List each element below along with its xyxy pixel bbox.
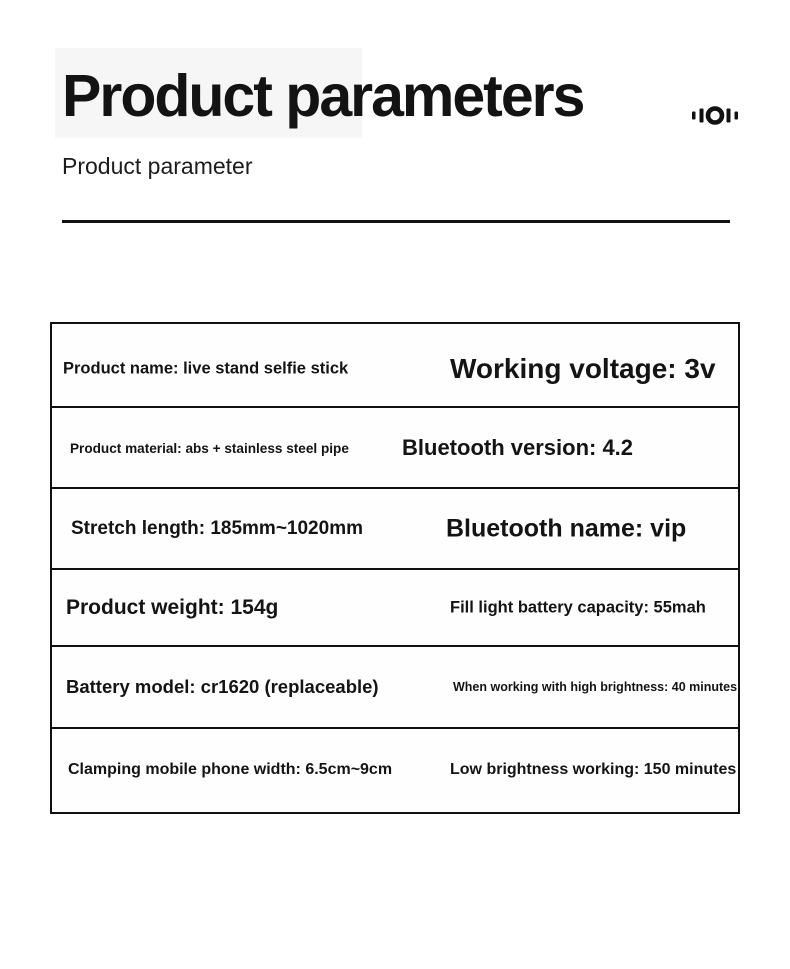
spec-label-product-name: Product name: live stand selfie stick xyxy=(63,359,349,378)
spec-value-low-brightness-time: Low brightness working: 150 minutes xyxy=(450,760,737,778)
spec-value-bluetooth-name: Bluetooth name: vip xyxy=(446,514,687,542)
spec-value-high-brightness-time: When working with high brightness: 40 minutes xyxy=(453,680,738,694)
spec-value-fill-light-capacity: Fill light battery capacity: 55mah xyxy=(450,598,706,616)
page-subtitle: Product parameter xyxy=(62,153,253,179)
flash-indicator-icon xyxy=(692,103,738,128)
table-row-battery-model xyxy=(52,647,738,729)
spec-value-working-voltage: Working voltage: 3v xyxy=(450,353,716,384)
spec-label-product-material: Product material: abs + stainless steel pipe xyxy=(70,439,349,456)
table-row-product-weight xyxy=(52,570,738,647)
spec-table xyxy=(50,322,740,814)
table-row-product-name xyxy=(52,324,738,408)
spec-label-clamping-width: Clamping mobile phone width: 6.5cm~9cm xyxy=(68,760,393,778)
table-row-stretch-length xyxy=(52,489,738,570)
spec-value-bluetooth-version: Bluetooth version: 4.2 xyxy=(402,434,634,460)
spec-label-product-weight: Product weight: 154g xyxy=(66,595,279,619)
divider-line xyxy=(62,220,730,223)
table-row-clamping-width xyxy=(52,729,738,810)
page-title: Product parameters xyxy=(62,63,584,129)
spec-label-battery-model: Battery model: cr1620 (replaceable) xyxy=(66,676,379,697)
table-row-product-material xyxy=(52,408,738,489)
spec-label-stretch-length: Stretch length: 185mm~1020mm xyxy=(71,517,363,539)
